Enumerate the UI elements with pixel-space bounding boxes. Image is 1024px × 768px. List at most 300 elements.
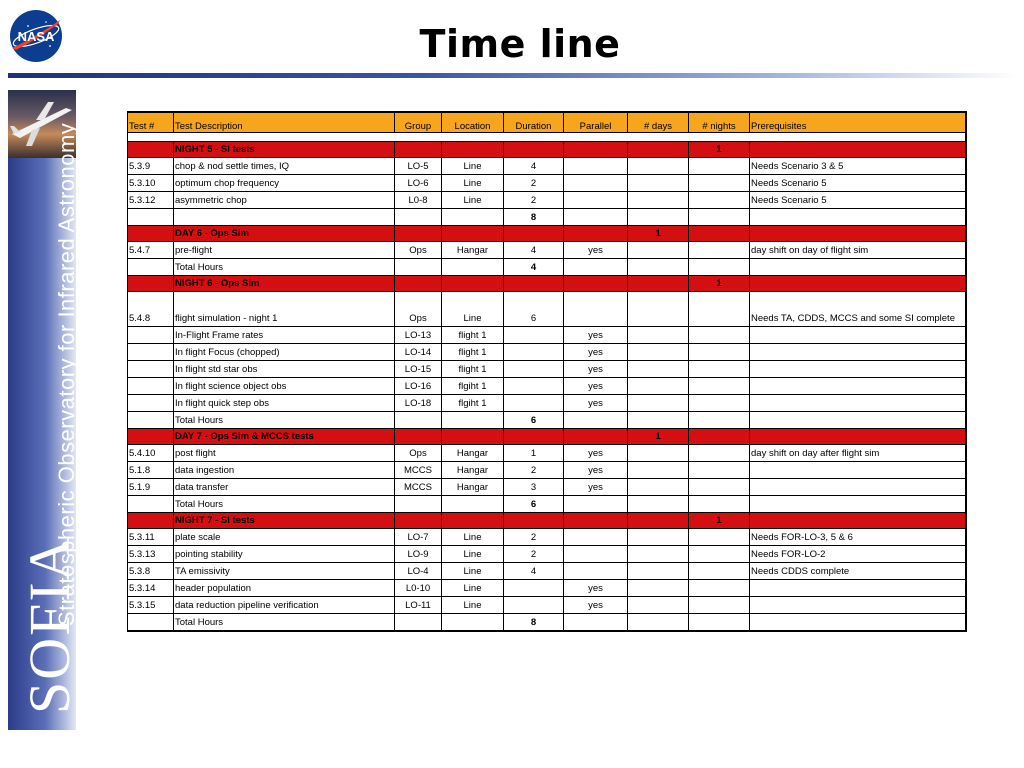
column-header: Parallel [564, 112, 628, 133]
total-row [128, 614, 966, 632]
test-number-cell [128, 226, 174, 242]
sofia-sidebar [8, 90, 82, 730]
prerequisites-cell [750, 580, 966, 597]
location-cell: flight 1 [442, 327, 504, 344]
group-cell [395, 209, 442, 226]
nights-cell [689, 378, 750, 395]
test-number-cell [128, 395, 174, 412]
group-cell [395, 226, 442, 242]
prerequisites-cell [750, 378, 966, 395]
test-description-cell: plate scale [174, 529, 395, 546]
test-description-cell [174, 209, 395, 226]
group-cell: LO-13 [395, 327, 442, 344]
prerequisites-cell: Needs FOR-LO-3, 5 & 6 [750, 529, 966, 546]
svg-text:NASA: NASA [17, 29, 55, 44]
parallel-cell [564, 429, 628, 445]
group-cell [395, 429, 442, 445]
nights-cell [689, 158, 750, 175]
location-cell [442, 133, 504, 142]
total-row [128, 496, 966, 513]
prerequisites-cell: Needs Scenario 5 [750, 175, 966, 192]
test-description-cell: Total Hours [174, 614, 395, 632]
table-row [128, 192, 966, 209]
test-description-cell: asymmetric chop [174, 192, 395, 209]
days-cell [628, 479, 689, 496]
table-row [128, 361, 966, 378]
section-header-row [128, 226, 966, 242]
duration-cell [504, 276, 564, 292]
test-description-cell: data ingestion [174, 462, 395, 479]
location-cell [442, 614, 504, 632]
group-cell: LO-18 [395, 395, 442, 412]
total-row [128, 412, 966, 429]
parallel-cell: yes [564, 395, 628, 412]
duration-cell: 2 [504, 175, 564, 192]
group-cell: MCCS [395, 462, 442, 479]
test-description-cell: Total Hours [174, 259, 395, 276]
group-cell [395, 513, 442, 529]
group-cell: L0-8 [395, 192, 442, 209]
group-cell [395, 142, 442, 158]
parallel-cell: yes [564, 462, 628, 479]
table-row [128, 563, 966, 580]
nights-cell [689, 259, 750, 276]
nights-cell [689, 242, 750, 259]
days-cell [628, 158, 689, 175]
parallel-cell [564, 614, 628, 632]
section-header-row [128, 276, 966, 292]
location-cell [442, 412, 504, 429]
prerequisites-cell: Needs Scenario 5 [750, 192, 966, 209]
test-description-cell: data transfer [174, 479, 395, 496]
test-description-cell: In flight science object obs [174, 378, 395, 395]
duration-cell: 2 [504, 462, 564, 479]
duration-cell: 4 [504, 563, 564, 580]
nights-cell [689, 529, 750, 546]
test-number-cell [128, 513, 174, 529]
parallel-cell: yes [564, 479, 628, 496]
table-row [128, 546, 966, 563]
days-cell [628, 395, 689, 412]
test-number-cell: 5.1.9 [128, 479, 174, 496]
nights-cell [689, 479, 750, 496]
days-cell [628, 529, 689, 546]
test-description-cell: Total Hours [174, 412, 395, 429]
nights-cell [689, 192, 750, 209]
duration-cell: 3 [504, 479, 564, 496]
timeline-table [127, 111, 967, 632]
location-cell [442, 226, 504, 242]
test-description-cell: NIGHT 5 - SI tests [174, 142, 395, 158]
nights-cell [689, 175, 750, 192]
test-number-cell: 5.4.7 [128, 242, 174, 259]
parallel-cell: yes [564, 242, 628, 259]
days-cell [628, 344, 689, 361]
location-cell: Line [442, 175, 504, 192]
location-cell [442, 496, 504, 513]
group-cell: MCCS [395, 479, 442, 496]
days-cell [628, 327, 689, 344]
prerequisites-cell: day shift on day after flight sim [750, 445, 966, 462]
location-cell: flight 1 [442, 361, 504, 378]
parallel-cell [564, 292, 628, 327]
duration-cell: 1 [504, 445, 564, 462]
days-cell [628, 292, 689, 327]
location-cell: Hangar [442, 242, 504, 259]
duration-cell [504, 142, 564, 158]
sidebar-subtitle: Stratospheric Observatory for Infrared Astronomy [54, 122, 79, 626]
parallel-cell [564, 529, 628, 546]
location-cell [442, 513, 504, 529]
duration-cell: 4 [504, 158, 564, 175]
parallel-cell [564, 209, 628, 226]
days-cell [628, 133, 689, 142]
column-header: Test # [128, 112, 174, 133]
location-cell: Line [442, 597, 504, 614]
location-cell [442, 276, 504, 292]
test-number-cell [128, 361, 174, 378]
prerequisites-cell: Needs TA, CDDS, MCCS and some SI complete [750, 292, 966, 327]
column-header: # nights [689, 112, 750, 133]
test-number-cell [128, 378, 174, 395]
nights-cell [689, 412, 750, 429]
test-number-cell: 5.3.15 [128, 597, 174, 614]
test-description-cell: pre-flight [174, 242, 395, 259]
duration-cell [504, 344, 564, 361]
nights-cell [689, 292, 750, 327]
test-description-cell: Total Hours [174, 496, 395, 513]
column-header: Group [395, 112, 442, 133]
duration-cell: 4 [504, 242, 564, 259]
test-number-cell [128, 327, 174, 344]
test-number-cell [128, 344, 174, 361]
prerequisites-cell [750, 513, 966, 529]
nights-cell [689, 597, 750, 614]
group-cell [395, 133, 442, 142]
group-cell: LO-16 [395, 378, 442, 395]
test-number-cell: 5.3.14 [128, 580, 174, 597]
group-cell: LO-7 [395, 529, 442, 546]
spacer-row [128, 133, 966, 142]
table-row [128, 175, 966, 192]
test-description-cell: header population [174, 580, 395, 597]
test-number-cell: 5.3.10 [128, 175, 174, 192]
days-cell [628, 142, 689, 158]
prerequisites-cell [750, 496, 966, 513]
duration-cell [504, 597, 564, 614]
group-cell [395, 496, 442, 513]
nights-cell [689, 344, 750, 361]
test-description-cell: NIGHT 6 - Ops Sim [174, 276, 395, 292]
test-number-cell [128, 496, 174, 513]
test-number-cell [128, 276, 174, 292]
location-cell [442, 142, 504, 158]
prerequisites-cell [750, 361, 966, 378]
nights-cell [689, 133, 750, 142]
test-number-cell: 5.3.8 [128, 563, 174, 580]
column-header: Duration [504, 112, 564, 133]
column-header: # days [628, 112, 689, 133]
location-cell: Line [442, 292, 504, 327]
duration-cell [504, 395, 564, 412]
test-description-cell: In flight std star obs [174, 361, 395, 378]
parallel-cell [564, 546, 628, 563]
location-cell: Line [442, 546, 504, 563]
duration-cell [504, 513, 564, 529]
duration-cell: 2 [504, 546, 564, 563]
days-cell [628, 259, 689, 276]
test-number-cell [128, 614, 174, 632]
duration-cell: 6 [504, 412, 564, 429]
prerequisites-cell: Needs Scenario 3 & 5 [750, 158, 966, 175]
nights-cell [689, 546, 750, 563]
days-cell [628, 175, 689, 192]
duration-cell [504, 429, 564, 445]
parallel-cell [564, 412, 628, 429]
prerequisites-cell [750, 133, 966, 142]
days-cell [628, 412, 689, 429]
duration-cell: 8 [504, 209, 564, 226]
test-description-cell: DAY 7 - Ops Sim & MCCS tests [174, 429, 395, 445]
days-cell [628, 192, 689, 209]
location-cell [442, 209, 504, 226]
parallel-cell [564, 513, 628, 529]
days-cell [628, 563, 689, 580]
table-row [128, 580, 966, 597]
test-description-cell: flight simulation - night 1 [174, 292, 395, 327]
days-cell [628, 462, 689, 479]
test-description-cell: TA emissivity [174, 563, 395, 580]
test-number-cell: 5.1.8 [128, 462, 174, 479]
nights-cell [689, 563, 750, 580]
group-cell: Ops [395, 242, 442, 259]
location-cell [442, 259, 504, 276]
prerequisites-cell: Needs CDDS complete [750, 563, 966, 580]
table-row [128, 597, 966, 614]
duration-cell: 2 [504, 192, 564, 209]
location-cell: Line [442, 563, 504, 580]
test-number-cell: 5.4.10 [128, 445, 174, 462]
parallel-cell: yes [564, 378, 628, 395]
location-cell: flight 1 [442, 344, 504, 361]
days-cell [628, 209, 689, 226]
parallel-cell: yes [564, 580, 628, 597]
group-cell: LO-9 [395, 546, 442, 563]
test-description-cell: pointing stability [174, 546, 395, 563]
prerequisites-cell [750, 395, 966, 412]
days-cell [628, 513, 689, 529]
test-number-cell [128, 429, 174, 445]
group-cell [395, 614, 442, 632]
days-cell [628, 276, 689, 292]
nights-cell [689, 614, 750, 632]
section-header-row [128, 142, 966, 158]
location-cell: flgiht 1 [442, 378, 504, 395]
group-cell: LO-5 [395, 158, 442, 175]
location-cell: Line [442, 580, 504, 597]
test-description-cell: In flight quick step obs [174, 395, 395, 412]
duration-cell [504, 378, 564, 395]
parallel-cell [564, 175, 628, 192]
prerequisites-cell [750, 259, 966, 276]
test-number-cell [128, 259, 174, 276]
prerequisites-cell [750, 479, 966, 496]
location-cell: Hangar [442, 445, 504, 462]
test-number-cell: 5.3.13 [128, 546, 174, 563]
prerequisites-cell [750, 226, 966, 242]
total-row [128, 259, 966, 276]
column-header: Prerequisites [750, 112, 966, 133]
nights-cell [689, 445, 750, 462]
test-description-cell: optimum chop frequency [174, 175, 395, 192]
test-number-cell: 5.4.8 [128, 292, 174, 327]
parallel-cell: yes [564, 445, 628, 462]
prerequisites-cell [750, 429, 966, 445]
duration-cell: 2 [504, 529, 564, 546]
parallel-cell [564, 563, 628, 580]
location-cell [442, 429, 504, 445]
days-cell [628, 580, 689, 597]
parallel-cell [564, 142, 628, 158]
parallel-cell [564, 192, 628, 209]
location-cell: Line [442, 192, 504, 209]
parallel-cell: yes [564, 327, 628, 344]
test-number-cell [128, 209, 174, 226]
prerequisites-cell [750, 462, 966, 479]
table-row [128, 292, 966, 327]
prerequisites-cell [750, 412, 966, 429]
days-cell [628, 242, 689, 259]
duration-cell [504, 133, 564, 142]
nights-cell [689, 226, 750, 242]
prerequisites-cell [750, 327, 966, 344]
location-cell: Line [442, 158, 504, 175]
test-description-cell: NIGHT 7 - SI tests [174, 513, 395, 529]
prerequisites-cell: Needs FOR-LO-2 [750, 546, 966, 563]
test-description-cell: In-Flight Frame rates [174, 327, 395, 344]
test-description-cell [174, 133, 395, 142]
nights-cell [689, 496, 750, 513]
test-number-cell [128, 133, 174, 142]
days-cell [628, 614, 689, 632]
test-description-cell: In flight Focus (chopped) [174, 344, 395, 361]
duration-cell: 8 [504, 614, 564, 632]
nights-cell [689, 209, 750, 226]
days-cell: 1 [628, 226, 689, 242]
test-number-cell: 5.3.12 [128, 192, 174, 209]
test-description-cell: chop & nod settle times, IQ [174, 158, 395, 175]
table-body [128, 133, 966, 632]
group-cell: Ops [395, 292, 442, 327]
days-cell: 1 [628, 429, 689, 445]
parallel-cell [564, 226, 628, 242]
table-row [128, 445, 966, 462]
table-row [128, 529, 966, 546]
duration-cell: 6 [504, 292, 564, 327]
location-cell: Line [442, 529, 504, 546]
page-title: Time line [419, 22, 621, 66]
table-row [128, 242, 966, 259]
location-cell: Hangar [442, 462, 504, 479]
table-row [128, 327, 966, 344]
parallel-cell [564, 276, 628, 292]
parallel-cell: yes [564, 597, 628, 614]
prerequisites-cell [750, 209, 966, 226]
nights-cell [689, 580, 750, 597]
prerequisites-cell [750, 142, 966, 158]
test-description-cell: post flight [174, 445, 395, 462]
prerequisites-cell [750, 597, 966, 614]
nights-cell [689, 361, 750, 378]
days-cell [628, 361, 689, 378]
section-header-row [128, 429, 966, 445]
group-cell [395, 259, 442, 276]
group-cell: LO-11 [395, 597, 442, 614]
group-cell: L0-10 [395, 580, 442, 597]
duration-cell [504, 226, 564, 242]
nights-cell: 1 [689, 142, 750, 158]
table-row [128, 158, 966, 175]
duration-cell [504, 327, 564, 344]
duration-cell [504, 361, 564, 378]
test-number-cell: 5.3.9 [128, 158, 174, 175]
days-cell [628, 496, 689, 513]
table-row [128, 395, 966, 412]
table-row [128, 344, 966, 361]
group-cell: LO-15 [395, 361, 442, 378]
nights-cell [689, 327, 750, 344]
column-header: Location [442, 112, 504, 133]
nights-cell [689, 462, 750, 479]
section-header-row [128, 513, 966, 529]
group-cell: LO-4 [395, 563, 442, 580]
parallel-cell: yes [564, 361, 628, 378]
test-number-cell [128, 142, 174, 158]
group-cell: LO-14 [395, 344, 442, 361]
parallel-cell [564, 496, 628, 513]
total-row [128, 209, 966, 226]
duration-cell: 6 [504, 496, 564, 513]
group-cell: Ops [395, 445, 442, 462]
location-cell: flgiht 1 [442, 395, 504, 412]
nights-cell [689, 429, 750, 445]
prerequisites-cell: day shift on day of flight sim [750, 242, 966, 259]
days-cell [628, 597, 689, 614]
title-divider [8, 73, 1018, 78]
column-header: Test Description [174, 112, 395, 133]
prerequisites-cell [750, 344, 966, 361]
parallel-cell [564, 133, 628, 142]
test-number-cell: 5.3.11 [128, 529, 174, 546]
table-header-row [128, 112, 966, 133]
sofia-wordmark: SOFIA [17, 536, 82, 714]
test-description-cell: DAY 6 - Ops Sim [174, 226, 395, 242]
prerequisites-cell [750, 276, 966, 292]
days-cell [628, 445, 689, 462]
prerequisites-cell [750, 614, 966, 632]
table-row [128, 479, 966, 496]
test-description-cell: data reduction pipeline verification [174, 597, 395, 614]
table-row [128, 462, 966, 479]
parallel-cell [564, 259, 628, 276]
days-cell [628, 378, 689, 395]
location-cell: Hangar [442, 479, 504, 496]
days-cell [628, 546, 689, 563]
parallel-cell [564, 158, 628, 175]
nights-cell [689, 395, 750, 412]
duration-cell: 4 [504, 259, 564, 276]
group-cell: LO-6 [395, 175, 442, 192]
